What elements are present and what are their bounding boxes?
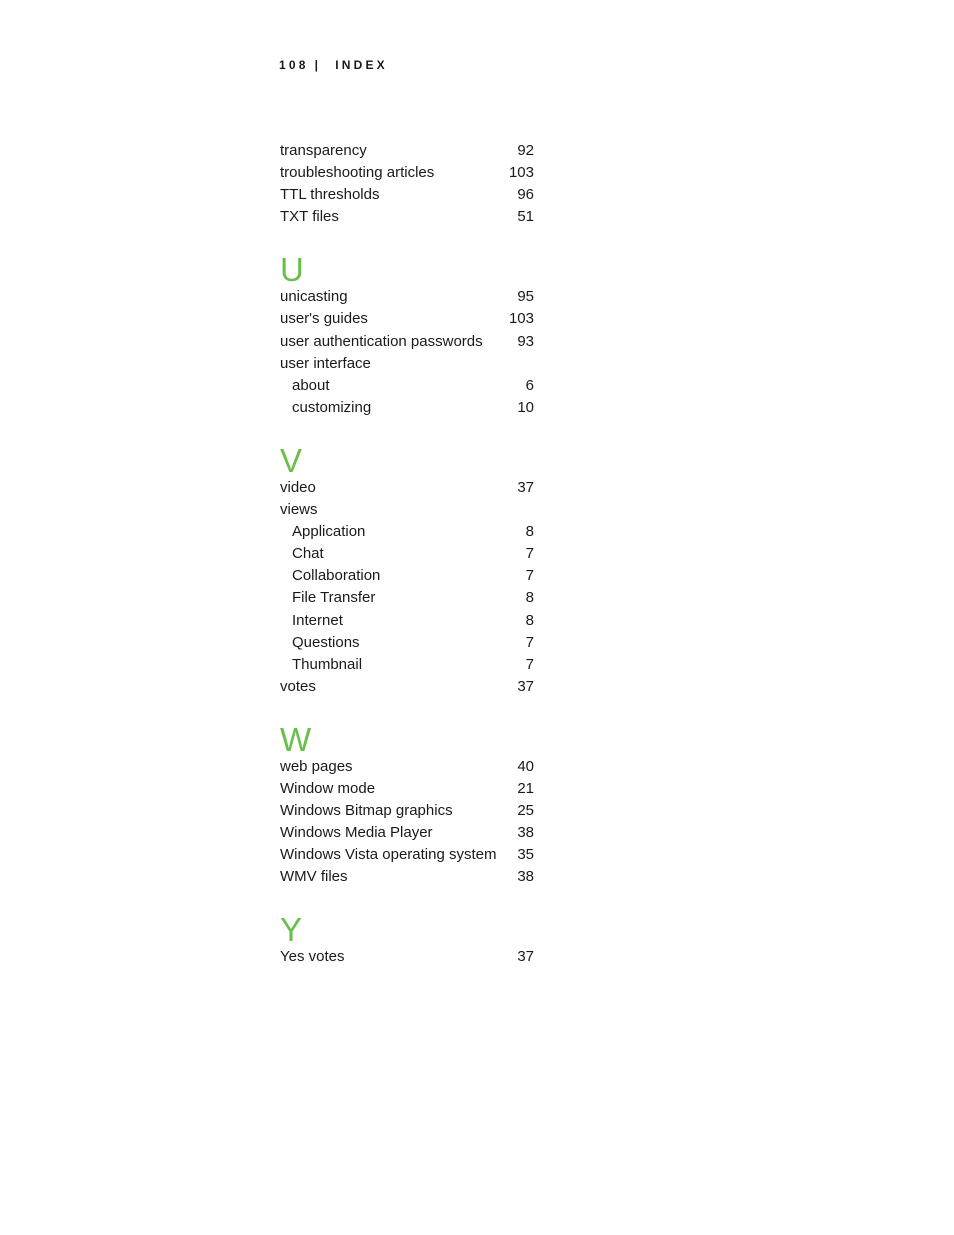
index-subentry <box>280 610 534 632</box>
index-subentry <box>280 397 534 419</box>
entry-term: web pages <box>280 757 353 775</box>
section-letter: U <box>280 251 304 289</box>
entry-term: votes <box>280 677 316 695</box>
entry-term: troubleshooting articles <box>280 164 435 182</box>
entry-term: user authentication passwords <box>280 332 483 350</box>
entry-term: customizing <box>292 398 372 416</box>
section-letter: W <box>280 720 312 758</box>
entry-page-number: 37 <box>517 677 534 695</box>
index-subentry <box>280 632 534 654</box>
index-entry <box>280 140 534 162</box>
entry-page-number: 37 <box>517 948 534 966</box>
entry-term: user's guides <box>280 310 368 328</box>
entry-term: Yes votes <box>280 948 345 966</box>
entry-page-number: 38 <box>517 868 534 886</box>
index-subentry <box>280 375 534 397</box>
entry-page-number: 25 <box>517 802 534 820</box>
entry-page-number: 103 <box>508 164 534 182</box>
entry-term: Internet <box>292 611 343 629</box>
index-entry <box>280 946 534 968</box>
entry-page-number: 92 <box>517 142 534 159</box>
entry-term: Windows Vista operating system <box>280 846 497 864</box>
entry-term: Chat <box>292 545 324 563</box>
entry-term: video <box>280 478 316 496</box>
entry-page-number: 35 <box>517 846 534 864</box>
entry-term: Windows Media Player <box>280 824 433 842</box>
index-entry <box>280 676 534 698</box>
entry-term: TTL thresholds <box>280 186 380 204</box>
entry-term: views <box>280 501 318 519</box>
entry-page-number: 6 <box>525 376 534 394</box>
index-entry <box>280 162 534 184</box>
entry-page-number: 37 <box>517 478 534 496</box>
index-entry <box>280 184 534 206</box>
entry-page-number: 40 <box>517 757 534 775</box>
entry-page-number: 8 <box>525 523 534 541</box>
entry-page-number: 95 <box>517 288 534 306</box>
index-subentry <box>280 654 534 676</box>
entry-page-number: 7 <box>525 633 534 651</box>
section-letter: Y <box>280 911 303 949</box>
index-section <box>280 911 534 968</box>
index-entry <box>280 353 534 375</box>
entry-page-number: 10 <box>517 398 534 416</box>
index-section <box>280 720 534 889</box>
entry-term: Window mode <box>280 779 376 797</box>
entry-term: TXT files <box>280 208 339 226</box>
entry-page-number: 51 <box>517 208 534 226</box>
entry-page-number: 96 <box>517 186 534 204</box>
index-entry <box>280 822 534 844</box>
entry-term: Thumbnail <box>292 655 363 673</box>
entry-term: user interface <box>280 354 371 372</box>
index-subentry <box>280 543 534 565</box>
entry-term: Application <box>292 523 366 541</box>
index-section <box>280 140 534 228</box>
entry-page-number: 8 <box>525 611 534 629</box>
entry-page-number: 103 <box>508 310 534 328</box>
index-section <box>280 251 534 419</box>
index-entry <box>280 206 534 228</box>
entry-term: about <box>292 376 330 394</box>
entry-page-number: 38 <box>517 824 534 842</box>
index-entry <box>280 477 534 499</box>
entry-term: transparency <box>280 142 367 159</box>
index-entry <box>280 844 534 866</box>
section-letter: V <box>280 441 303 479</box>
entry-term: Windows Bitmap graphics <box>280 802 453 820</box>
section-title: INDEX <box>335 58 388 72</box>
index-entry <box>280 308 534 330</box>
index-entry <box>280 800 534 822</box>
index-entry <box>280 499 534 521</box>
index-entry <box>280 756 534 778</box>
index-entry <box>280 286 534 308</box>
entry-term: unicasting <box>280 288 348 306</box>
entry-term: Questions <box>292 633 360 651</box>
entry-page-number: 7 <box>525 655 534 673</box>
index-entry <box>280 866 534 888</box>
index-subentry <box>280 587 534 609</box>
index-section <box>280 441 534 698</box>
index-entry <box>280 778 534 800</box>
index-subentry <box>280 565 534 587</box>
entry-page-number: 8 <box>525 589 534 607</box>
entry-term: WMV files <box>280 868 348 886</box>
running-header <box>279 58 388 72</box>
index-list <box>280 140 534 969</box>
entry-term: File Transfer <box>292 589 376 607</box>
entry-term: Collaboration <box>292 567 381 585</box>
index-subentry <box>280 521 534 543</box>
header-separator: | <box>314 58 322 72</box>
entry-page-number: 21 <box>517 779 534 797</box>
entry-page-number: 7 <box>525 567 534 585</box>
index-entry <box>280 331 534 353</box>
page-number: 108 <box>279 58 309 72</box>
entry-page-number: 7 <box>525 545 534 563</box>
entry-page-number: 93 <box>517 332 534 350</box>
